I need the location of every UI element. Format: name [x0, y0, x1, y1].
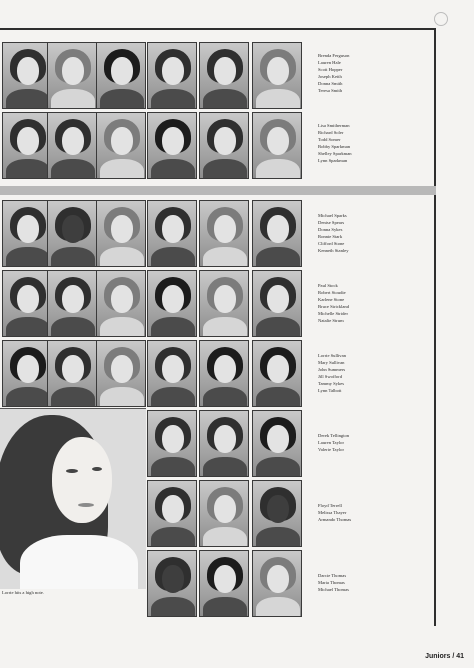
name: Paul Stock — [318, 283, 338, 288]
name-list-2 — [318, 122, 428, 164]
name-list-7 — [318, 502, 428, 523]
name: Richard Soler — [318, 130, 344, 135]
student-portrait — [2, 340, 52, 407]
name: Ronnie Stark — [318, 234, 343, 239]
student-portrait — [199, 42, 249, 109]
student-portrait — [147, 200, 197, 267]
student-portrait — [2, 42, 52, 109]
name: Teresa Smith — [318, 88, 343, 93]
student-portrait — [47, 42, 97, 109]
candid-eye — [66, 469, 78, 473]
name: Robert Stoudie — [318, 290, 346, 295]
student-portrait — [2, 200, 52, 267]
name: Jill Swofford — [318, 374, 343, 379]
student-portrait — [147, 270, 197, 337]
name-list-8 — [318, 572, 428, 593]
student-portrait — [147, 42, 197, 109]
student-portrait — [2, 112, 52, 179]
name: Karlene Stone — [318, 297, 345, 302]
name: Lauren Hale — [318, 60, 341, 65]
student-portrait — [96, 42, 146, 109]
name: Donna Smith — [318, 81, 343, 86]
name: Michael Sparks — [318, 213, 347, 218]
name: Todd Somer — [318, 137, 341, 142]
name: Denise Spears — [318, 220, 345, 225]
name: Bobby Sparkman — [318, 144, 351, 149]
student-portrait — [252, 550, 302, 617]
name-list-6 — [318, 432, 428, 453]
student-portrait — [252, 112, 302, 179]
name: Floyd Terrell — [318, 503, 342, 508]
name: Lynn Sparkman — [318, 158, 348, 163]
name: Tammy Sykes — [318, 381, 345, 386]
name: Brenda Ferguson — [318, 53, 350, 58]
student-portrait — [199, 410, 249, 477]
candid-eye — [92, 467, 102, 471]
student-portrait — [252, 340, 302, 407]
name: Darcie Thomas — [318, 573, 347, 578]
name: Derek Tellington — [318, 433, 350, 438]
name: Kenneth Stanley — [318, 248, 349, 253]
page-corner-mark — [434, 12, 448, 26]
page-number: Juniors / 41 — [425, 653, 464, 660]
student-portrait — [96, 340, 146, 407]
student-portrait — [199, 340, 249, 407]
student-portrait — [147, 112, 197, 179]
candid-shoulder — [20, 535, 138, 589]
name: Lauren Taylor — [318, 440, 344, 445]
name: Lynn Talbott — [318, 388, 342, 393]
student-portrait — [252, 480, 302, 547]
photo-caption: Lorrie hits a high note. — [2, 590, 44, 595]
student-portrait — [96, 112, 146, 179]
name: John Summers — [318, 367, 346, 372]
name: Valerie Taylor — [318, 447, 344, 452]
name: Maria Thomas — [318, 580, 345, 585]
student-portrait — [2, 270, 52, 337]
name: Michael Thomas — [318, 587, 349, 592]
name: Melissa Thayer — [318, 510, 347, 515]
name: Clifford Stone — [318, 241, 345, 246]
name: Joseph Keith — [318, 74, 342, 79]
student-portrait — [147, 550, 197, 617]
name-list-4 — [318, 282, 428, 324]
student-portrait — [199, 200, 249, 267]
candid-photo — [0, 408, 146, 589]
student-portrait — [47, 200, 97, 267]
student-portrait — [199, 112, 249, 179]
name: Scott Hopper — [318, 67, 343, 72]
student-portrait — [47, 270, 97, 337]
name: Shelley Sparkman — [318, 151, 352, 156]
name: Natalie Strum — [318, 318, 344, 323]
section-divider-1 — [0, 186, 436, 195]
student-portrait — [199, 270, 249, 337]
name-list-5 — [318, 352, 428, 394]
student-portrait — [147, 410, 197, 477]
student-portrait — [252, 270, 302, 337]
student-portrait — [96, 200, 146, 267]
student-portrait — [96, 270, 146, 337]
name-list-3 — [318, 212, 428, 254]
student-portrait — [199, 550, 249, 617]
student-portrait — [252, 42, 302, 109]
student-portrait — [199, 480, 249, 547]
name: Lisa Smitherman — [318, 123, 350, 128]
student-portrait — [47, 112, 97, 179]
student-portrait — [252, 410, 302, 477]
name: Bruce Strickland — [318, 304, 349, 309]
student-portrait — [147, 480, 197, 547]
name: Armando Thomas — [318, 517, 352, 522]
student-portrait — [252, 200, 302, 267]
candid-mouth — [78, 503, 94, 507]
student-portrait — [147, 340, 197, 407]
student-portrait — [47, 340, 97, 407]
candid-face — [52, 437, 112, 523]
name-list-1 — [318, 52, 428, 94]
name: Lorrie Sullivan — [318, 353, 346, 358]
name: Donna Sykes — [318, 227, 343, 232]
name: Mary Sullivan — [318, 360, 345, 365]
name: Michelle Strider — [318, 311, 348, 316]
